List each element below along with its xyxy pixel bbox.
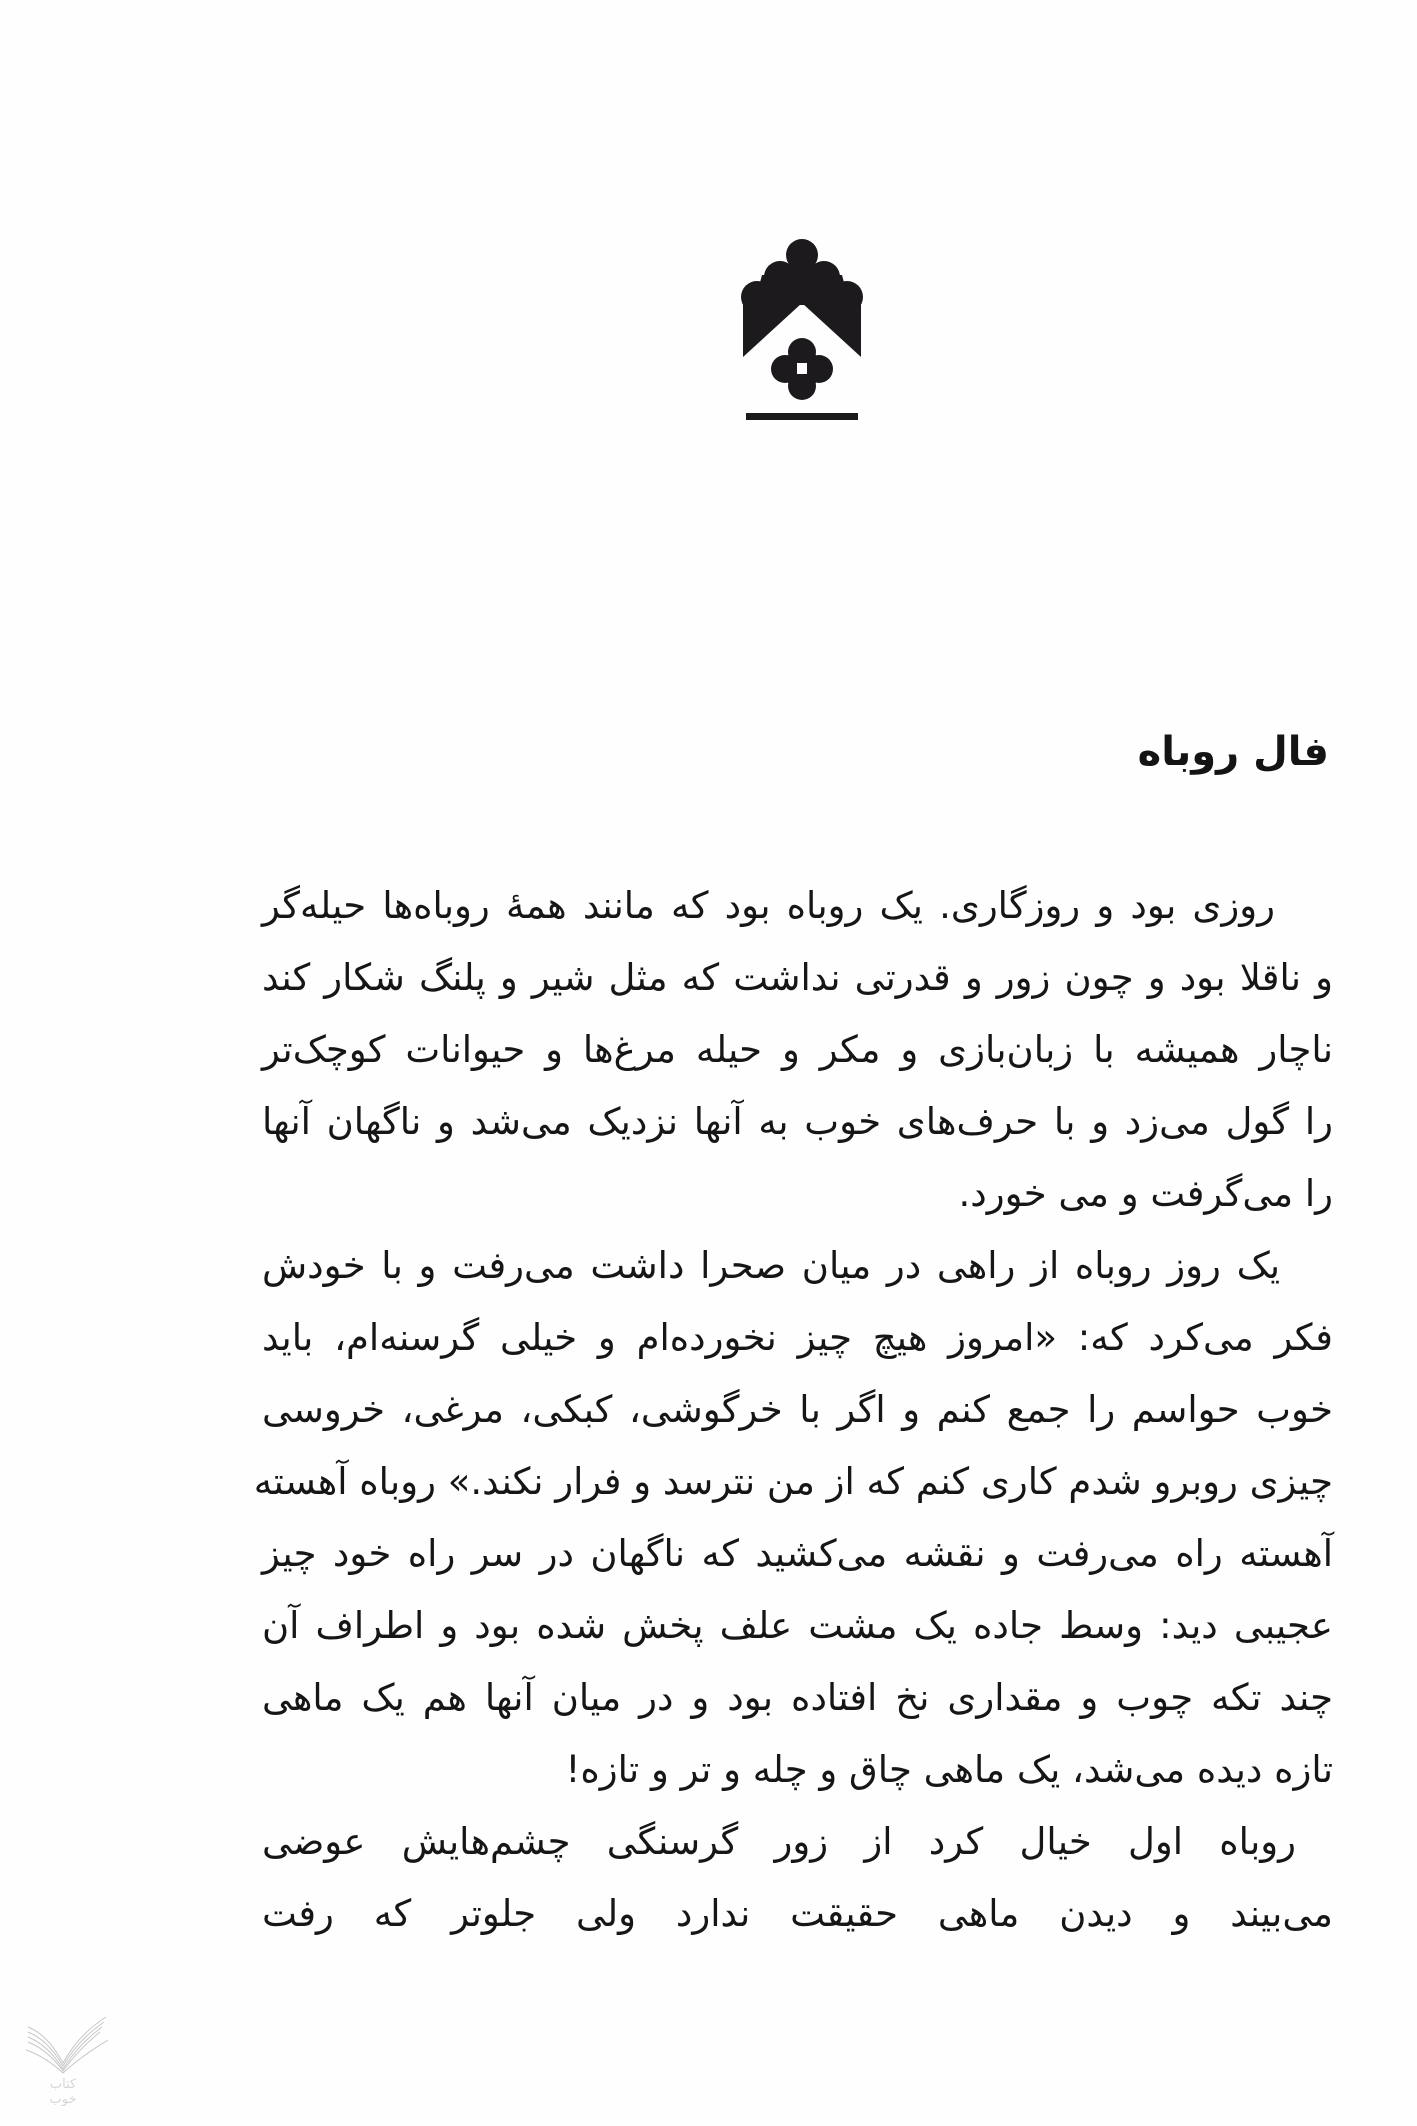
watermark [18,2005,108,2120]
watermark-text [18,2077,108,2107]
text-line: و ناقلا بود و چون زور و قدرتی نداشت که مثل شیر و پلنگ شکار کند [262,956,1333,999]
story-title: فال روباه [1137,729,1329,775]
watermark-text-line2: خوب [49,2092,77,2107]
open-book-logo-icon [18,2005,108,2075]
text-line: روزی بود و روزگاری. یک روباه بود که مانند همهٔ روباه‌ها حیله‌گر [262,884,1275,927]
text-line: چند تکه چوب و مقداری نخ افتاده بود و در میان آنها هم یک ماهی [262,1676,1333,1719]
story-body [253,870,1333,1950]
text-line: یک روز روباه از راهی در میان صحرا داشت می‌رفت و با خودش [262,1244,1280,1287]
text-line: خوب حواسم را جمع کنم و اگر با خرگوشی، کبکی، مرغی، خروسی [262,1388,1333,1431]
text-line: آهسته راه می‌رفت و نقشه می‌کشید که ناگهان در سر راه خود چیز [262,1532,1333,1575]
text-line: عجیبی دید: وسط جاده یک مشت علف پخش شده بود و اطراف آن [262,1604,1333,1647]
text-line: تازه دیده می‌شد، یک ماهی چاق و چله و تر و تازه! [565,1748,1333,1791]
watermark-text-line1: کتاب [49,2077,77,2092]
text-line: ناچار همیشه با زبان‌بازی و مکر و حیله مرغ‌ها و حیوانات کوچک‌تر [262,1028,1333,1071]
text-line: روباه اول خیال کرد از زور گرسنگی چشم‌هایش عوضی [262,1820,1296,1863]
house-flower-ornament-icon [740,235,864,427]
text-line: را گول می‌زد و با حرف‌های خوب به آنها نزدیک می‌شد و ناگهان آنها [262,1100,1333,1143]
text-line: چیزی روبرو شدم کاری کنم که از من نترسد و فرار نکند.» روباه آهسته [253,1460,1333,1503]
text-line: فکر می‌کرد که: «امروز هیچ چیز نخورده‌ام و خیلی گرسنه‌ام، باید [262,1316,1333,1359]
text-line: را می‌گرفت و می خورد. [958,1172,1333,1215]
text-line: می‌بیند و دیدن ماهی حقیقت ندارد ولی جلوتر که رفت [262,1892,1333,1935]
